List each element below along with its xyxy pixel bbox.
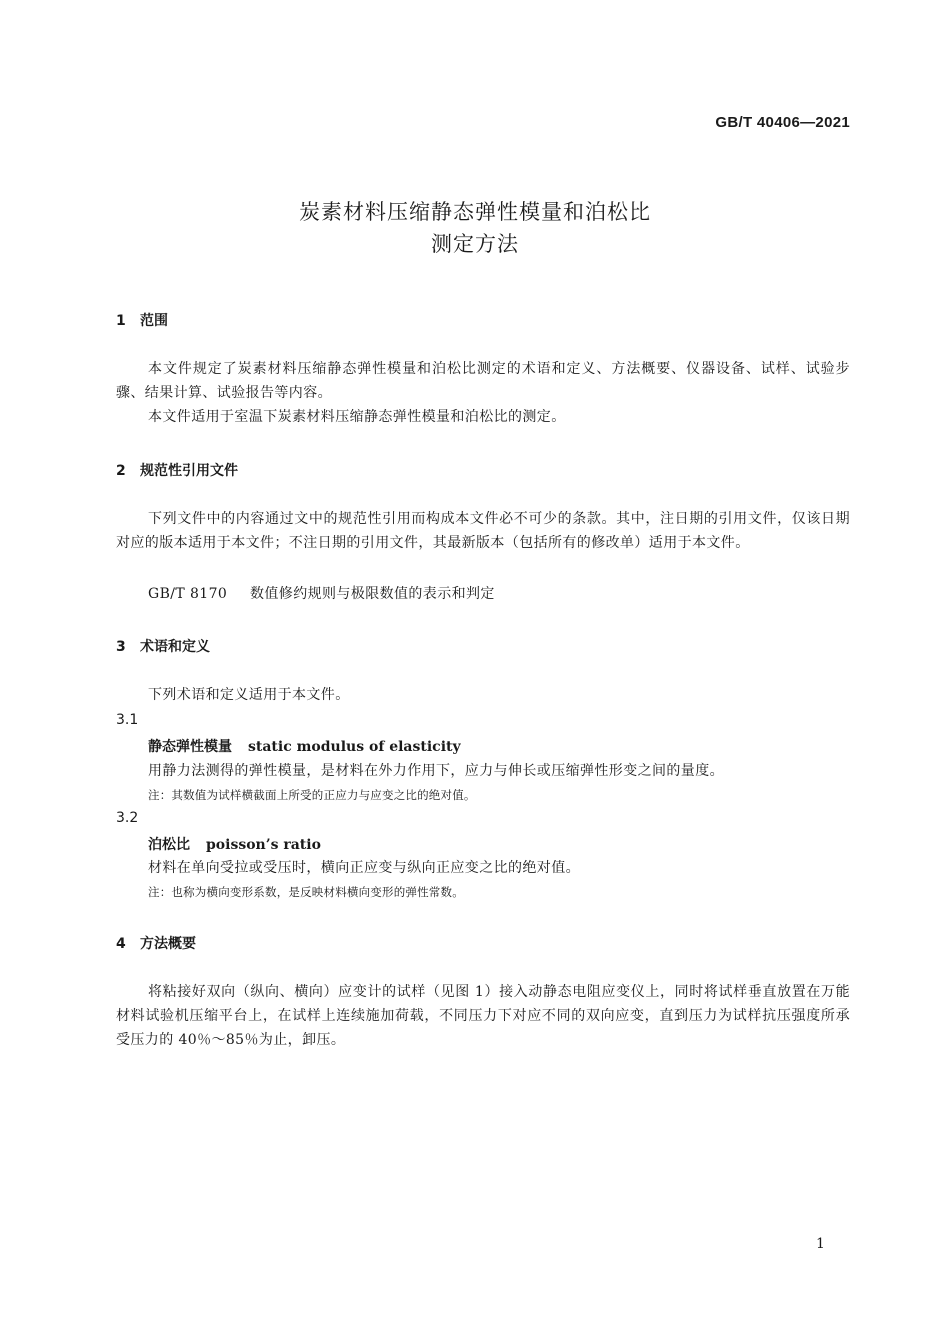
term-1-english: static modulus of elasticity (248, 739, 461, 755)
term-2 (148, 834, 321, 854)
term-2-definition: 材料在单向受拉或受压时，横向正应变与纵向正应变之比的绝对值。 (148, 860, 580, 876)
section-4-paragraph-1: 将粘接好双向（纵向、横向）应变计的试样（见图 1）接入动静态电阻应变仪上，同时将试样垂直放置在万能材料试验机压缩平台上，在试样上连续施加荷载，不同压力下对应不同的双向应变，直到压力为试样抗压强度所承受压力的 40％～85％为止，卸压。 (116, 984, 850, 1048)
term-1-definition: 用静力法测得的弹性模量，是材料在外力作用下，应力与伸长或压缩弹性形变之间的量度。 (148, 763, 724, 779)
page-number: 1 (816, 1236, 825, 1252)
term-1-note: 注：其数值为试样横截面上所受的正应力与应变之比的绝对值。 (148, 788, 476, 802)
section-3-number: 3 (116, 639, 126, 655)
section-3-heading (116, 636, 210, 656)
section-2-heading (116, 460, 238, 480)
reference-code: GB/T 8170 (148, 586, 228, 602)
reference-title: 数值修约规则与极限数值的表示和判定 (250, 586, 495, 602)
section-2-paragraph-1: 下列文件中的内容通过文中的规范性引用而构成本文件必不可少的条款。其中，注日期的引用文件，仅该日期对应的版本适用于本文件；不注日期的引用文件，其最新版本（包括所有的修改单）适用于本文件。 (116, 511, 850, 551)
term-2-english: poisson’s ratio (206, 837, 321, 853)
term-2-number: 3.2 (116, 810, 139, 826)
document-title (0, 196, 950, 260)
normative-reference (148, 582, 495, 606)
section-4-heading (116, 933, 196, 953)
section-3-title: 术语和定义 (140, 639, 210, 655)
section-1-number: 1 (116, 313, 126, 329)
section-1-paragraph-2: 本文件适用于室温下炭素材料压缩静态弹性模量和泊松比的测定。 (148, 409, 566, 425)
term-1-chinese: 静态弹性模量 (148, 739, 232, 755)
section-1-paragraph-1: 本文件规定了炭素材料压缩静态弹性模量和泊松比测定的术语和定义、方法概要、仪器设备、试样、试验步骤、结果计算、试验报告等内容。 (116, 361, 850, 401)
section-2-title: 规范性引用文件 (140, 463, 238, 479)
section-1-heading (116, 310, 168, 330)
term-1 (148, 736, 461, 756)
section-3-intro: 下列术语和定义适用于本文件。 (148, 687, 350, 703)
section-1-title: 范围 (140, 313, 168, 329)
term-1-number: 3.1 (116, 712, 139, 728)
title-line-2: 测定方法 (431, 232, 519, 256)
term-2-note: 注：也称为横向变形系数，是反映材料横向变形的弹性常数。 (148, 885, 464, 899)
section-2-number: 2 (116, 463, 126, 479)
title-line-1: 炭素材料压缩静态弹性模量和泊松比 (299, 200, 651, 224)
section-4-title: 方法概要 (140, 936, 196, 952)
standard-code: GB/T 40406—2021 (715, 114, 850, 131)
section-4-number: 4 (116, 936, 126, 952)
term-2-chinese: 泊松比 (148, 837, 190, 853)
